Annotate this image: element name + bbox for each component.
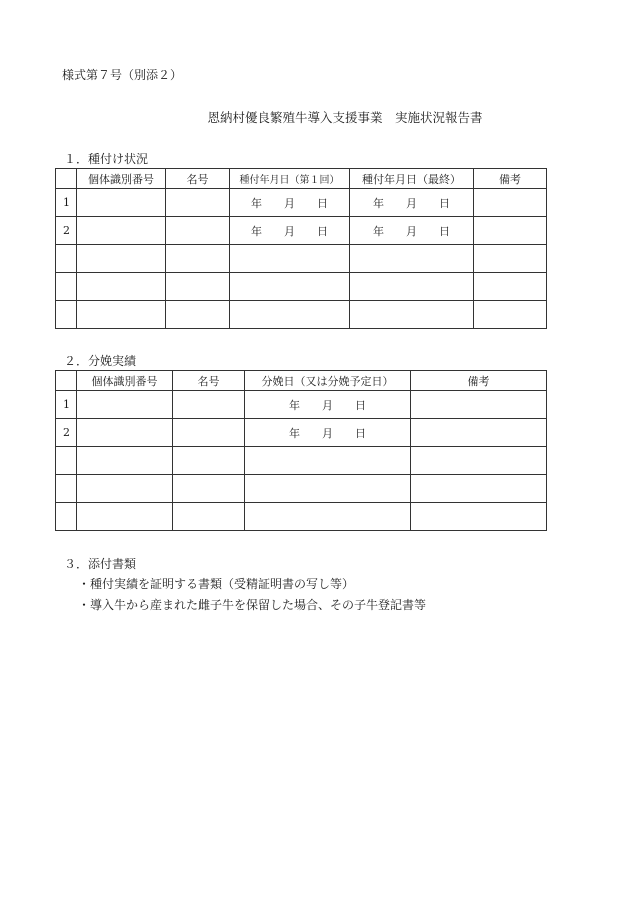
last-date-cell[interactable]: 年 月 日 <box>350 217 474 245</box>
row-number: 1 <box>56 189 77 217</box>
row-number: 2 <box>56 217 77 245</box>
remarks-cell[interactable] <box>411 391 547 419</box>
first-date-cell[interactable] <box>230 301 350 329</box>
attachment-item: ・種付実績を証明する書類（受精証明書の写し等） <box>78 577 355 591</box>
name-cell[interactable] <box>173 391 245 419</box>
section-2-heading: ２．分娩実績 <box>64 354 137 368</box>
id-cell[interactable] <box>77 273 166 301</box>
last-date-cell[interactable] <box>350 273 474 301</box>
column-header-id: 個体識別番号 <box>77 169 166 189</box>
calving-table <box>55 370 547 531</box>
id-cell[interactable] <box>77 419 173 447</box>
column-header-blank <box>56 169 77 189</box>
table-row <box>56 447 547 475</box>
name-cell[interactable] <box>173 419 245 447</box>
row-number: 2 <box>56 419 77 447</box>
breeding-table <box>55 168 547 329</box>
remarks-cell[interactable] <box>474 273 547 301</box>
name-cell[interactable] <box>166 217 230 245</box>
row-number <box>56 503 77 531</box>
last-date-cell[interactable]: 年 月 日 <box>350 189 474 217</box>
name-cell[interactable] <box>173 447 245 475</box>
document-title: 恩納村優良繁殖牛導入支援事業 実施状況報告書 <box>207 110 483 125</box>
column-header-blank <box>56 371 77 391</box>
table-row <box>56 391 547 419</box>
remarks-cell[interactable] <box>411 419 547 447</box>
id-cell[interactable] <box>77 475 173 503</box>
column-header-remarks: 備考 <box>474 169 547 189</box>
id-cell[interactable] <box>77 447 173 475</box>
column-header-remarks: 備考 <box>411 371 547 391</box>
remarks-cell[interactable] <box>411 503 547 531</box>
calving-date-cell[interactable]: 年 月 日 <box>245 391 411 419</box>
table-row <box>56 217 547 245</box>
calving-date-cell[interactable] <box>245 447 411 475</box>
name-cell[interactable] <box>166 301 230 329</box>
table-header-row <box>56 169 547 189</box>
form-number: 様式第７号（別添２） <box>62 68 183 82</box>
remarks-cell[interactable] <box>474 301 547 329</box>
column-header-first-date: 種付年月日（第１回） <box>230 169 350 189</box>
last-date-cell[interactable] <box>350 301 474 329</box>
first-date-cell[interactable] <box>230 245 350 273</box>
row-number: 1 <box>56 391 77 419</box>
column-header-calving-date: 分娩日（又は分娩予定日） <box>245 371 411 391</box>
name-cell[interactable] <box>166 273 230 301</box>
table-row <box>56 503 547 531</box>
name-cell[interactable] <box>173 503 245 531</box>
id-cell[interactable] <box>77 503 173 531</box>
table-header-row <box>56 371 547 391</box>
column-header-last-date: 種付年月日（最終） <box>350 169 474 189</box>
name-cell[interactable] <box>173 475 245 503</box>
table-row <box>56 475 547 503</box>
calving-date-cell[interactable] <box>245 503 411 531</box>
row-number <box>56 447 77 475</box>
id-cell[interactable] <box>77 245 166 273</box>
remarks-cell[interactable] <box>474 189 547 217</box>
name-cell[interactable] <box>166 189 230 217</box>
first-date-cell[interactable]: 年 月 日 <box>230 217 350 245</box>
id-cell[interactable] <box>77 189 166 217</box>
row-number <box>56 301 77 329</box>
table-row <box>56 419 547 447</box>
name-cell[interactable] <box>166 245 230 273</box>
section-3-heading: ３．添付書類 <box>64 557 137 571</box>
row-number <box>56 475 77 503</box>
remarks-cell[interactable] <box>411 475 547 503</box>
remarks-cell[interactable] <box>474 245 547 273</box>
column-header-name: 名号 <box>166 169 230 189</box>
id-cell[interactable] <box>77 391 173 419</box>
column-header-id: 個体識別番号 <box>77 371 173 391</box>
id-cell[interactable] <box>77 301 166 329</box>
last-date-cell[interactable] <box>350 245 474 273</box>
calving-date-cell[interactable] <box>245 475 411 503</box>
row-number <box>56 245 77 273</box>
id-cell[interactable] <box>77 217 166 245</box>
first-date-cell[interactable] <box>230 273 350 301</box>
column-header-name: 名号 <box>173 371 245 391</box>
table-row <box>56 245 547 273</box>
remarks-cell[interactable] <box>411 447 547 475</box>
row-number <box>56 273 77 301</box>
table-row <box>56 301 547 329</box>
calving-date-cell[interactable]: 年 月 日 <box>245 419 411 447</box>
attachment-item: ・導入牛から産まれた雌子牛を保留した場合、その子牛登記書等 <box>78 598 427 612</box>
first-date-cell[interactable]: 年 月 日 <box>230 189 350 217</box>
remarks-cell[interactable] <box>474 217 547 245</box>
table-row <box>56 189 547 217</box>
section-1-heading: １．種付け状況 <box>64 152 149 166</box>
table-row <box>56 273 547 301</box>
